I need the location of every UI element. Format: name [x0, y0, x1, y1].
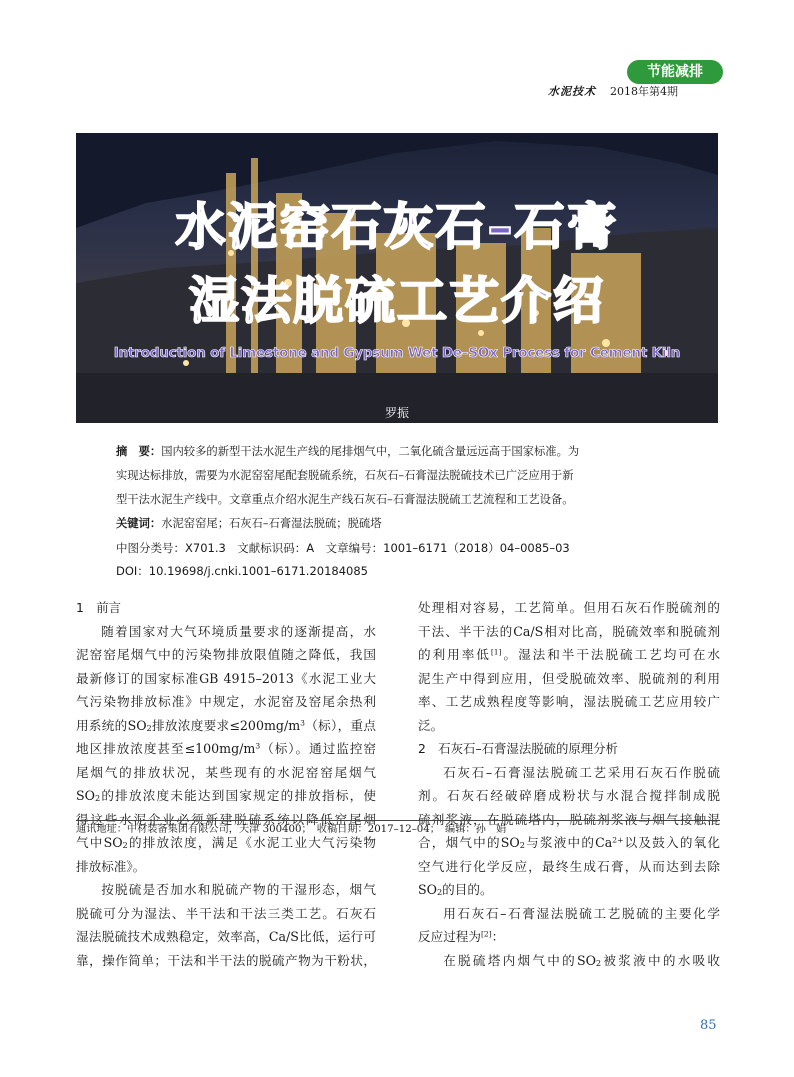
body-line: 泥窑窑尾烟气中的污染物排放限值随之降低，我国	[76, 647, 376, 662]
body-line: 尾烟气的排放状况，某些现有的水泥窑窑尾烟气	[76, 764, 376, 780]
body-line: 得这些水泥企业必须新建脱硫系统以降低窑尾烟	[76, 811, 376, 827]
section-heading: 1 前言	[76, 600, 122, 615]
body-line: 泥生产中得到应用，但受脱硫效率、脱硫剂的利用	[418, 670, 720, 686]
body-line: 硫剂浆液，在脱硫塔内，脱硫剂浆液与烟气接触混	[418, 811, 720, 827]
article-title-line2: 湿法脱硫工艺介绍	[189, 272, 605, 330]
citation-2: [2]	[480, 929, 492, 939]
body-line: 合，烟气中的$SO_2$与浆液中的$Ca^{2+}$以及鼓入的氧化	[418, 835, 721, 851]
abstract-line: 摘 要：国内较多的新型干法水泥生产线的尾排烟气中，二氧化硫含量远远高于国家标准。为	[116, 445, 580, 458]
body-line: 随着国家对大气环境质量要求的逐渐提高，水	[101, 623, 376, 639]
footnote-rule	[76, 820, 720, 821]
body-line: 的利用率低[1]。湿法和半干法脱硫工艺均可在水	[418, 647, 721, 662]
body-line: 靠，操作简单；干法和半干法的脱硫产物为干粉状，	[76, 952, 376, 968]
article-title-line1: 水泥窑石灰石–石膏	[175, 198, 619, 256]
abstract-line: 型干法水泥生产线中。文章重点介绍水泥生产线石灰石–石膏湿法脱硫工艺流程和工艺设备。	[116, 493, 574, 506]
body-line: 反应过程为[2]：	[418, 929, 505, 944]
doi-line: DOI：10.19698/j.cnki.1001–6171.20184085	[116, 564, 368, 578]
body-line: 率、工艺成熟程度等影响，湿法脱硫工艺应用较广	[418, 694, 720, 709]
page-number: 85	[700, 1018, 717, 1033]
body-line: 在脱硫塔内烟气中的$SO_2$被浆液中的水吸收	[443, 952, 721, 968]
body-line: 最新修订的国家标准GB 4915–2013《水泥工业大	[76, 670, 376, 686]
journal-name: 水泥技术	[548, 85, 596, 98]
author: 罗振	[384, 406, 409, 420]
body-line: 空气进行化学反应，最终生成石膏，从而达到去除	[418, 858, 720, 874]
body-line: 排放标准》。	[76, 858, 146, 874]
body-line: 脱硫可分为湿法、半干法和干法三类工艺。石灰石	[76, 905, 376, 921]
body-line: 处理相对容易，工艺简单。但用石灰石作脱硫剂的	[418, 600, 720, 615]
keywords-label: 关键词：	[116, 517, 162, 530]
article-title-english: Introduction of Limestone and Gypsum Wet De–SOx Process for Cement Kiln	[113, 345, 681, 361]
journal-issue-line	[548, 85, 678, 99]
body-column-right	[418, 596, 720, 972]
body-line: $SO_2$的排放浓度未能达到国家规定的排放指标，使	[76, 788, 376, 804]
body-line: 气污染物排放标准》中规定，水泥窑及窑尾余热利	[76, 694, 376, 709]
body-line: 剂。石灰石经破碎磨成粉状与水混合搅拌制成脱	[418, 788, 720, 803]
body-line: 按脱硫是否加水和脱硫产物的干湿形态，烟气	[101, 882, 376, 897]
citation-1: [1]	[490, 647, 502, 657]
body-line: 地区排放浓度甚至$\le 100mg/m^3$（标）。通过监控窑	[76, 741, 377, 756]
body-line: 用石灰石–石膏湿法脱硫工艺脱硫的主要化学	[443, 905, 720, 921]
body-column-left	[76, 596, 376, 972]
body-line: 泛。	[418, 717, 444, 733]
title-banner	[76, 133, 718, 423]
abstract-label: 摘 要：	[116, 445, 162, 458]
body-line: 气中$SO_2$的排放浓度，满足《水泥工业大气污染物	[76, 835, 377, 851]
body-line: 石灰石–石膏湿法脱硫工艺采用石灰石作脱硫	[443, 764, 720, 780]
abstract-line: 实现达标排放，需要为水泥窑窑尾配套脱硫系统，石灰石–石膏湿法脱硫技术已广泛应用于新	[116, 469, 574, 482]
footnote: 通讯地址：中材装备集团有限公司，天津 300400； 收稿日期：2017–12–04； 编辑：孙 娟	[76, 824, 507, 835]
section-badge: 节能减排	[627, 60, 723, 84]
body-line: $SO_2$的目的。	[418, 882, 493, 898]
body-line: 湿法脱硫技术成熟稳定，效率高，Ca/S比低，运行可	[76, 929, 376, 944]
journal-issue: 2018年第4期	[610, 85, 678, 98]
keywords-line: 关键词：水泥窑窑尾；石灰石–石膏湿法脱硫；脱硫塔	[116, 517, 382, 530]
body-line: 干法、半干法的Ca/S相对比高，脱硫效率和脱硫剂	[418, 623, 720, 639]
classification-line: 中图分类号：X701.3 文献标识码：A 文章编号：1001–6171（2018）04–0085–03	[116, 541, 570, 555]
body-line: 用系统的$SO_2$排放浓度要求$\le 200mg/m^3$（标），重点	[76, 717, 377, 733]
section-heading: 2 石灰石–石膏湿法脱硫的原理分析	[418, 741, 618, 756]
